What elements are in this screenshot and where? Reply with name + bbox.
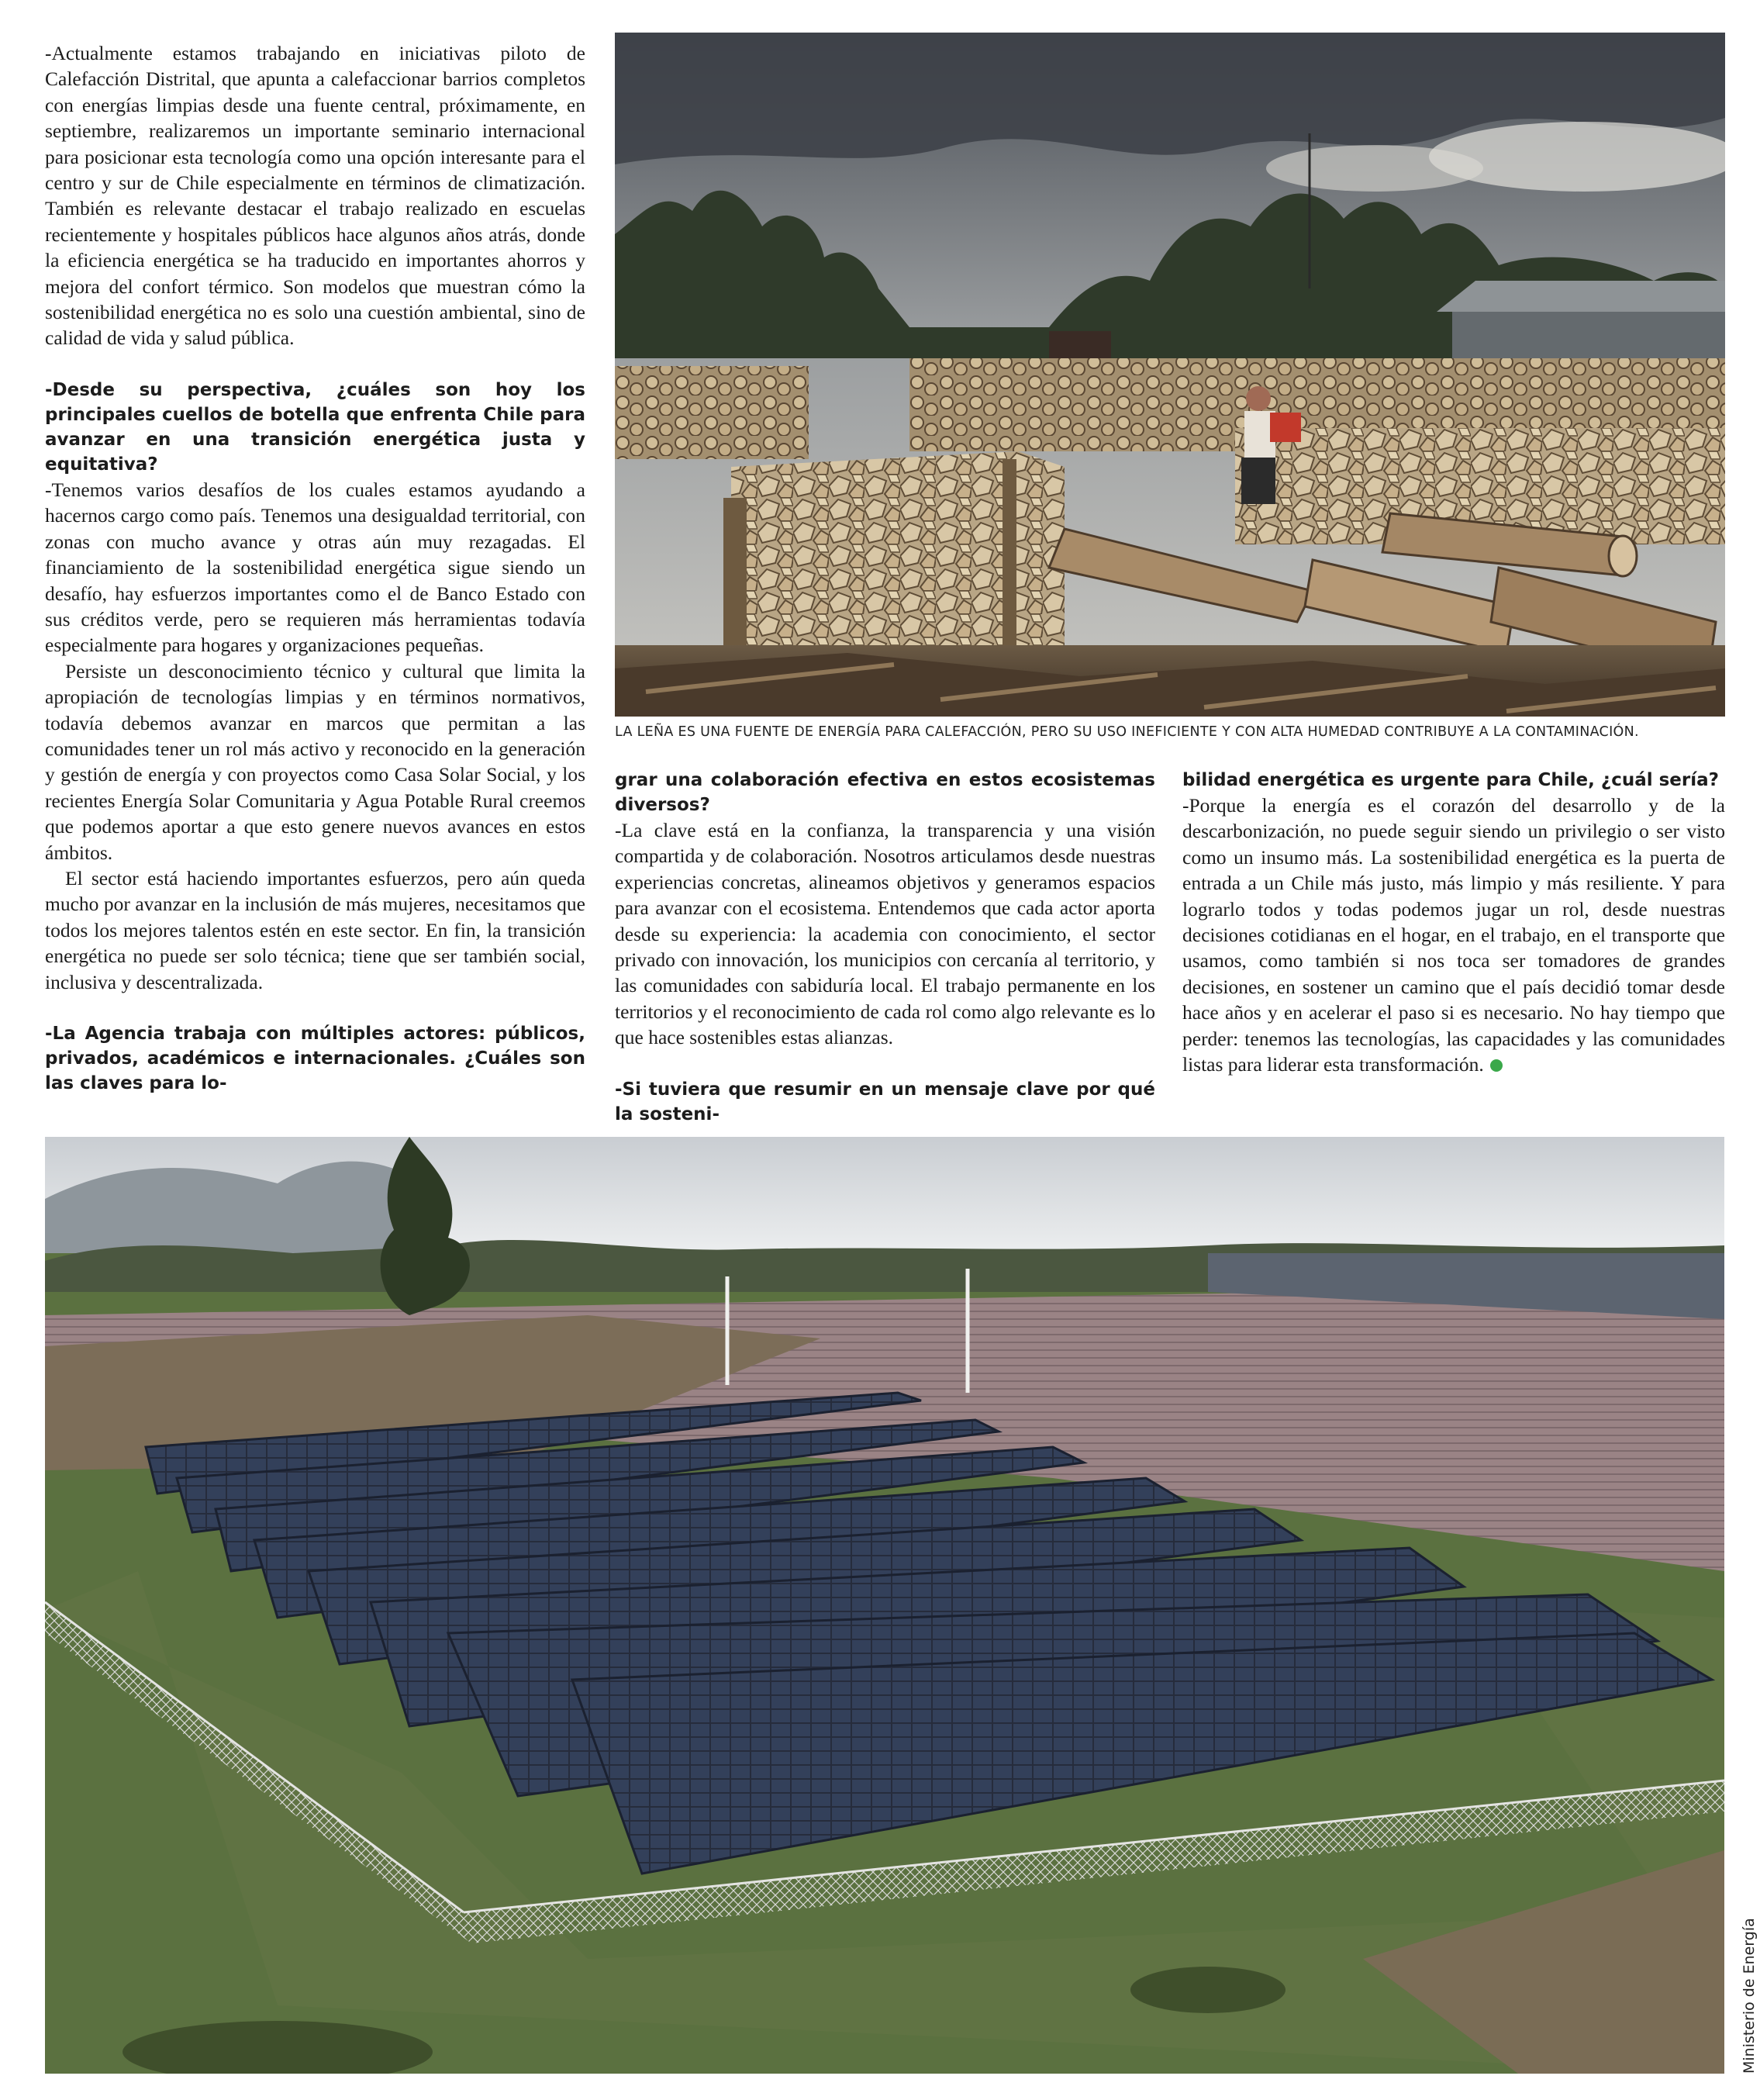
firewood-photo — [615, 33, 1725, 717]
firewood-photo-caption: LA LEÑA ES UNA FUENTE DE ENERGÍA PARA CALEFACCIÓN, PERO SU USO INEFICIENTE Y CON ALTA HUMEDAD CONTRIBUYE A LA CONTAMINACIÓN. — [615, 724, 1639, 740]
answer-key-message — [1182, 793, 1725, 1077]
question-key-message-start: -Si tuviera que resumir en un mensaje clave por qué la sosteni- — [615, 1079, 1155, 1124]
answer-bottlenecks-1: -Tenemos varios desafíos de los cuales estamos ayudando a hacernos cargo como país. Tenemos una desigualdad territorial, con zonas con mucho avance y otras aún muy rezagadas. El financiamiento de la sostenibilidad energética sigue siendo un desafío, hay esfuerzos importantes como el de Banco Estado con sus créditos verde, pero se requieren más herramientas todavía especialmente para hogares y organizaciones pequeñas. — [45, 478, 585, 657]
article-column-3 — [1182, 768, 1725, 1077]
solar-plant-photo — [45, 1137, 1724, 2074]
question-collaboration-start: -La Agencia trabaja con múltiples actores: públicos, privados, académicos e internacionales. ¿Cuáles son las claves para lo- — [45, 1024, 585, 1093]
answer-key-message-text: -Porque la energía es el corazón del desarrollo y de la descarbonización, no puede seguir siendo un privilegio o ser visto como un insumo más. La sostenibilidad energética es la puerta de entrada a un Chile más justo, más limpio y más resiliente. Y para lograrlo todos y todas podemos jugar un rol, desde nuestras decisiones cotidianas en el hogar, en el trabajo, en el transporte que usamos, como también si nos toca ser tomadores de grandes decisiones, en sostener un camino que el país decidió tomar desde hace años y en acelerar el paso si es necesario. No hay tiempo que perder: tenemos las tecnologías, las capacidades y las comunidades listas para liderar esta transformación. — [1182, 794, 1725, 1076]
paragraph-district-heating: -Actualmente estamos trabajando en iniciativas piloto de Calefacción Distrital, que apunta a calefaccionar barrios completos con energías limpias desde una fuente central, próximamente, en septiembre, realizaremos un importante seminario internacional para posicionar esta tecnología como una opción interesante para el centro y sur de Chile especialmente en términos de climatización. También es relevante destacar el trabajo realizado en escuelas recientemente y hospitales públicos hace algunos años atrás, donde la eficiencia energética se ha traducido en importantes ahorros y mejora del confort térmico. Son modelos que muestran cómo la sostenibilidad energética no es solo una cuestión ambiental, sino de calidad de vida y salud pública. — [45, 42, 585, 350]
answer-bottlenecks-3: El sector está haciendo importantes esfuerzos, pero aún queda mucho por avanzar en la inclusión de más mujeres, necesitamos que todos los mejores talentos estén en este sector. En fin, la transición energética no puede ser solo técnica; tiene que ser también social, inclusiva y descentralizada. — [45, 866, 585, 993]
end-of-article-dot — [1490, 1059, 1503, 1072]
photo-credit: Ministerio de Energía — [1741, 1918, 1758, 2074]
answer-collaboration: -La clave está en la confianza, la transparencia y una visión compartida y de colaboración. Nosotros articulamos desde nuestras experiencias concretas, alineamos objetivos y generamos espacios para avanzar con el ecosistema. Entendemos que cada actor aporta desde su experiencia: la academia con conocimiento, el sector privado con innovación, los municipios con cercanía al territorio, y las comunidades con sabiduría local. El trabajo permanente en los territorios y el reconocimiento de cada rol como algo relevante es lo que hace sostenibles estas alianzas. — [615, 819, 1155, 1049]
question-bottlenecks: -Desde su perspectiva, ¿cuáles son hoy los principales cuellos de botella que enfrenta Chile para avanzar en una transición energética justa y equitativa? — [45, 379, 585, 475]
article-column-1 — [45, 40, 585, 1096]
article-column-2 — [615, 768, 1155, 1127]
answer-bottlenecks-2: Persiste un desconocimiento técnico y cultural que limita la apropiación de tecnologías limpias y en términos normativos, todavía debemos avanzar en marcos que permitan a las comunidades tener un rol más activo y reconocido en la generación y gestión de energía y con proyectos como Casa Solar Social, y los recientes Energía Solar Comunitaria y Agua Potable Rural creemos que podemos aportar a que esto genere nuevos avances en estos ámbitos. — [45, 659, 585, 864]
question-collaboration-end: grar una colaboración efectiva en estos ecosistemas diversos? — [615, 770, 1155, 815]
question-key-message-end: bilidad energética es urgente para Chile, ¿cuál sería? — [1182, 770, 1719, 790]
